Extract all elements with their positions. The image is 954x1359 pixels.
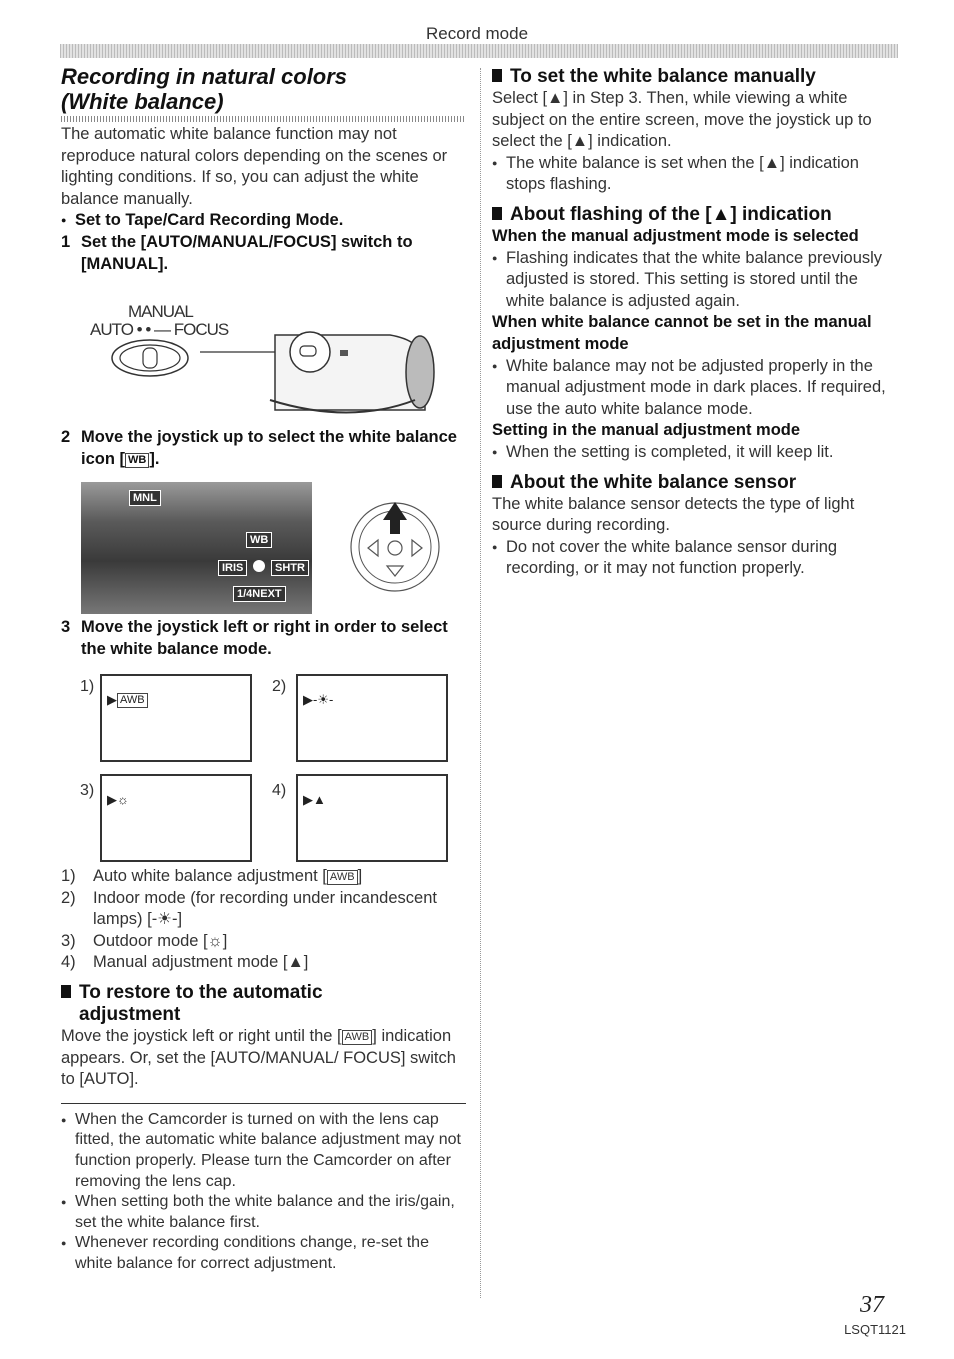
next-indicator: 1/4NEXT <box>233 586 286 602</box>
step-3-block <box>61 617 466 660</box>
manual-set-bullet: ● The white balance is set when the [▲] indication stops flashing. <box>492 153 894 196</box>
page-number: 37 <box>860 1292 884 1318</box>
indoor-lamp-icon: ▶-☀- <box>303 692 334 707</box>
right-column <box>492 66 894 580</box>
auto-label: AUTO <box>90 320 133 339</box>
step-3 <box>61 617 466 660</box>
column-divider <box>480 68 481 1298</box>
restore-text: Move the joystick left or right until the [ AWB ] indication appears. Or, set the [AUTO/MANUAL/ FOCUS] switch to [AUTO]. <box>61 1026 456 1089</box>
flash-bullet-2: ● White balance may not be adjusted properly in the manual adjustment mode in dark places. If required, use the auto white balance mode. <box>492 356 894 421</box>
iris-indicator: IRIS <box>218 560 247 576</box>
camcorder-drawing <box>90 300 440 430</box>
intro-text: The automatic white balance function may not reproduce natural colors depending on the scenes or lighting conditions. If so, you can adjust the white balance manually. <box>61 125 448 208</box>
box-label-3: 3) <box>80 782 95 799</box>
step-1-text: Set the [AUTO/MANUAL/FOCUS] switch to [MANUAL]. <box>81 232 413 273</box>
box-label-4: 4) <box>272 782 287 799</box>
step-2-text: Move the joystick up to select the white balance icon [ <box>81 428 457 468</box>
switch-dots: • • — <box>136 320 171 339</box>
step-2-number: 2 <box>61 428 71 446</box>
awb-icon: AWB <box>327 870 358 885</box>
mode-box-manual <box>296 774 448 862</box>
manual-wb-icon: ▲ <box>763 153 781 172</box>
mode-item-2: 2) Indoor mode (for recording under incandescent lamps) [-☀-] <box>61 888 437 929</box>
step-2-end: ]. <box>149 449 160 468</box>
square-bullet-icon <box>492 69 502 82</box>
step-2-block <box>61 427 466 470</box>
step-1-number: 1 <box>61 232 71 251</box>
outdoor-sun-icon: ▶☼ <box>107 792 129 807</box>
square-bullet-icon <box>492 475 502 488</box>
manual-wb-icon: ▲ <box>571 132 589 151</box>
section-header: Record mode <box>425 24 529 43</box>
box-label-1: 1) <box>80 678 95 695</box>
manual-label: MANUAL <box>128 302 193 321</box>
mode-box-indoor <box>296 674 448 762</box>
flash-bullet-3: ● When the setting is completed, it will keep lit. <box>492 442 894 464</box>
square-bullet-icon <box>61 985 71 998</box>
flashing-title: About flashing of the [▲] indication <box>492 204 894 226</box>
joystick-icon <box>348 500 443 595</box>
manual-wb-icon: ▲ <box>711 203 731 225</box>
switch-illustration <box>90 300 440 430</box>
mode-bullet: ● Set to Tape/Card Recording Mode. <box>61 210 466 232</box>
wb-indicator: WB <box>246 532 272 548</box>
step-1 <box>61 232 466 275</box>
left-column <box>61 64 466 275</box>
mode-box-awb <box>100 674 252 762</box>
mode-item-1: 1) Auto white balance adjustment [ AWB ] <box>61 867 363 885</box>
note-3: ● Whenever recording conditions change, re-set the white balance for correct adjustment. <box>61 1233 466 1274</box>
note-1: ● When the Camcorder is turned on with the lens cap fitted, the automatic white balance adjustment may not function properly. Please turn the Camcorder on after removing the lens cap. <box>61 1110 466 1192</box>
outdoor-sun-icon: ☼ <box>207 931 223 950</box>
manual-wb-icon: ▲ <box>287 953 304 972</box>
document-code: LSQT1121 <box>844 1322 906 1337</box>
manual-wb-icon: ▶▲ <box>303 792 326 807</box>
restore-title-line2: adjustment <box>79 1003 181 1025</box>
indoor-lamp-icon: -☀- <box>151 910 178 929</box>
sensor-text: The white balance sensor detects the type of light source during recording. <box>492 494 855 535</box>
flash-subhead-2: When white balance cannot be set in the manual adjustment mode <box>492 313 872 353</box>
manual-set-text: Select [▲] in Step 3. Then, while viewing a white subject on the entire screen, move the joystick up to select the [▲] indication. <box>492 89 872 151</box>
wb-icon: WB <box>125 453 149 468</box>
step-2 <box>61 427 466 470</box>
restore-title: To restore to the automatic <box>61 982 466 1004</box>
awb-icon: ▶ AWB <box>107 692 148 708</box>
focus-label: FOCUS <box>173 320 229 339</box>
square-bullet-icon <box>492 207 502 220</box>
flash-bullet-1: ● Flashing indicates that the white balance previously adjusted is stored. This setting is stored until the white balance is adjusted again. <box>492 248 894 313</box>
section-title-line1: Recording in natural colors <box>61 64 348 89</box>
flash-subhead-1: When the manual adjustment mode is selected <box>492 226 859 245</box>
center-dot-icon <box>253 560 265 572</box>
flash-subhead-3: Setting in the manual adjustment mode <box>492 421 801 440</box>
header-band <box>60 44 898 58</box>
manual-wb-icon: ▲ <box>547 89 564 107</box>
mode-item-3: 3) Outdoor mode [☼] <box>61 931 228 950</box>
mnl-indicator: MNL <box>129 490 161 506</box>
awb-icon: AWB <box>342 1030 373 1045</box>
notes <box>61 1103 466 1275</box>
step-3-text: Move the joystick left or right in order to select the white balance mode. <box>81 618 448 658</box>
step-3-number: 3 <box>61 618 71 636</box>
lcd-screen-image <box>81 482 312 614</box>
shtr-indicator: SHTR <box>271 560 309 576</box>
sensor-bullet: ● Do not cover the white balance sensor during recording, or it may not function properly. <box>492 537 894 580</box>
sensor-title: About the white balance sensor <box>492 472 894 494</box>
mode-box-outdoor <box>100 774 252 862</box>
manual-set-title: To set the white balance manually <box>492 66 894 88</box>
box-label-2: 2) <box>272 678 287 695</box>
note-2: ● When setting both the white balance and the iris/gain, set the white balance first. <box>61 1192 466 1233</box>
mode-item-4: 4) Manual adjustment mode [▲] <box>61 953 309 972</box>
title-underline <box>61 116 466 122</box>
section-title-line2: (White balance) <box>61 89 224 114</box>
mode-list <box>61 866 466 1275</box>
